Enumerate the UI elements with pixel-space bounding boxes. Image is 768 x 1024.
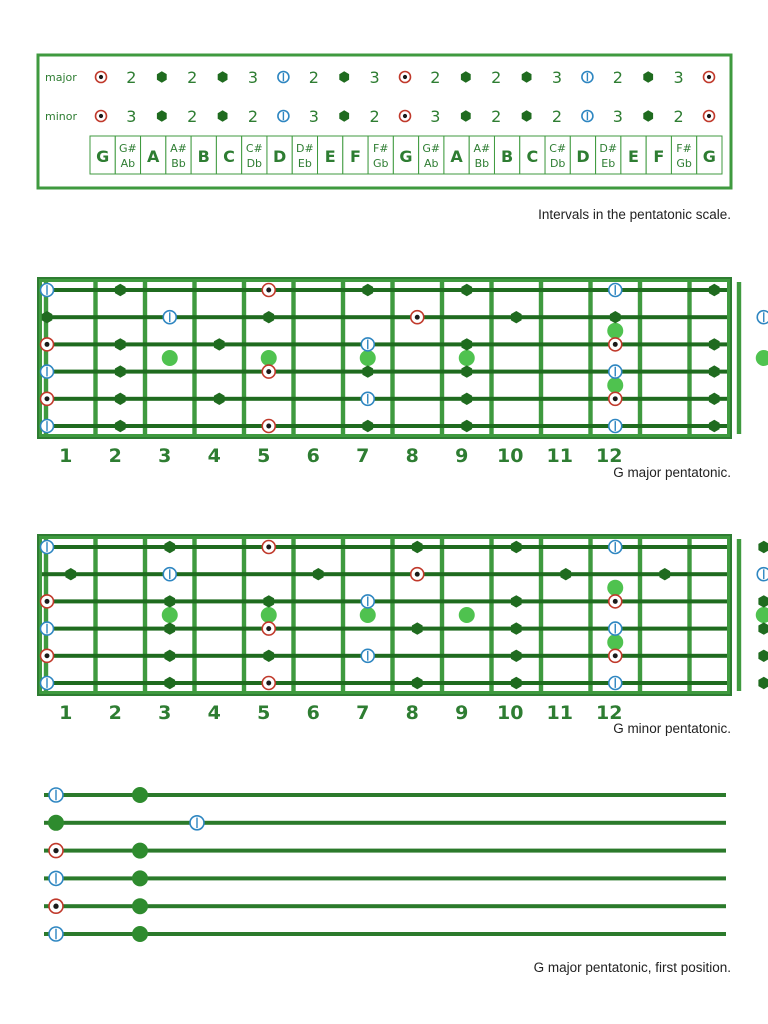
fret-number: 11 (546, 702, 573, 724)
root-center-dot (53, 904, 58, 909)
string-line (42, 370, 727, 374)
note-flat-label: Gb (372, 157, 389, 170)
note-cell (646, 136, 671, 174)
note-natural-label: D (576, 147, 590, 166)
note-dot (132, 787, 148, 803)
fret-number: 2 (108, 445, 122, 467)
note-natural-label: C (223, 147, 235, 166)
third-marker (757, 568, 768, 581)
fret-wire (341, 539, 345, 691)
root-center-dot (45, 653, 50, 658)
note-dot (132, 898, 148, 914)
root-center-dot (613, 599, 618, 604)
fret-wire (440, 282, 444, 434)
interval-step-label: 2 (187, 107, 198, 126)
root-center-dot (45, 599, 50, 604)
fret-inlay-dot (360, 607, 376, 623)
note-cell (545, 136, 570, 174)
fret-number: 6 (306, 702, 320, 724)
root-center-dot (613, 342, 618, 347)
fret-number: 8 (405, 702, 419, 724)
note-natural-label: G (702, 147, 716, 166)
note-cell (242, 136, 267, 174)
note-cell (444, 136, 469, 174)
note-cell (368, 136, 393, 174)
string-line (42, 654, 727, 658)
fret-wire (489, 282, 493, 434)
root-center-dot (45, 342, 50, 347)
fret-wire (638, 539, 642, 691)
string-line (42, 397, 727, 401)
string-line (42, 288, 727, 292)
hexagon-marker (758, 595, 768, 607)
fret-number: 10 (497, 702, 524, 724)
note-flat-label: Bb (171, 157, 186, 170)
fret-wire (737, 539, 741, 691)
root-center-dot (707, 114, 711, 118)
note-cell (494, 136, 519, 174)
fret-wire (737, 282, 741, 434)
root-center-dot (266, 424, 271, 429)
fret-wire (539, 282, 543, 434)
root-center-dot (613, 653, 618, 658)
root-center-dot (266, 288, 271, 293)
root-center-dot (266, 681, 271, 686)
note-dot (132, 870, 148, 886)
interval-step-label: 2 (369, 107, 380, 126)
note-flat-label: Db (549, 157, 566, 170)
first-position-caption: G major pentatonic, first position. (533, 960, 731, 975)
note-cell (671, 136, 696, 174)
fret-inlay-dot (261, 350, 277, 366)
note-dot (132, 843, 148, 859)
root-center-dot (99, 114, 103, 118)
note-flat-label: Eb (297, 157, 312, 170)
fret-number: 7 (356, 445, 370, 467)
fret-number: 12 (596, 445, 623, 467)
string-line (42, 599, 727, 603)
fret-inlay-dot (607, 580, 623, 596)
fret-wire (192, 539, 196, 691)
root-center-dot (707, 75, 711, 79)
fret-wire (687, 282, 691, 434)
note-flat-label: Bb (474, 157, 490, 170)
note-cell (292, 136, 317, 174)
fret-wire (588, 539, 592, 691)
note-sharp-label: F# (372, 142, 389, 155)
fret-wire (638, 282, 642, 434)
fret-wire (687, 539, 691, 691)
note-natural-label: G (96, 147, 110, 166)
fret-number: 6 (306, 445, 320, 467)
note-natural-label: G (399, 147, 413, 166)
note-cell (343, 136, 368, 174)
root-center-dot (99, 75, 103, 79)
fret-wire (192, 282, 196, 434)
note-natural-label: B (501, 147, 514, 166)
fret-wire (390, 539, 394, 691)
hexagon-marker (758, 650, 768, 662)
root-center-dot (415, 315, 420, 320)
note-cell (621, 136, 646, 174)
interval-step-label: 3 (673, 68, 684, 87)
note-cell (570, 136, 595, 174)
major-fretboard (0, 270, 768, 470)
fret-inlay-dot (261, 607, 277, 623)
interval-step-label: 2 (673, 107, 684, 126)
fret-number: 2 (108, 702, 122, 724)
fret-inlay-dot (459, 350, 475, 366)
major-caption: G major pentatonic. (613, 465, 731, 480)
interval-step-label: 3 (430, 107, 441, 126)
major-row-label: major (45, 71, 77, 84)
fret-wire (242, 539, 246, 691)
note-cell (520, 136, 545, 174)
fret-number: 5 (257, 445, 271, 467)
fret-inlay-dot (162, 607, 178, 623)
note-dot (132, 926, 148, 942)
fret-wire (489, 539, 493, 691)
interval-step-label: 3 (126, 107, 137, 126)
fret-wire (44, 282, 48, 434)
root-center-dot (403, 114, 407, 118)
root-center-dot (266, 369, 271, 374)
fret-wire (588, 282, 592, 434)
note-flat-label: Ab (120, 157, 136, 170)
fret-wire (93, 539, 97, 691)
root-center-dot (45, 396, 50, 401)
note-sharp-label: D# (599, 142, 618, 155)
fret-wire (440, 539, 444, 691)
interval-step-label: 3 (551, 68, 563, 87)
minor-fretboard (0, 527, 768, 727)
note-cell (318, 136, 343, 174)
note-cell (141, 136, 166, 174)
note-dot (48, 815, 64, 831)
note-cell (216, 136, 241, 174)
note-cell (267, 136, 292, 174)
fret-wire (341, 282, 345, 434)
fret-number: 10 (497, 445, 524, 467)
note-flat-label: Db (246, 157, 263, 170)
fret-wire (143, 539, 147, 691)
note-natural-label: F (349, 147, 361, 166)
note-cell (596, 136, 621, 174)
note-sharp-label: C# (549, 142, 567, 155)
fret-inlay-dot (607, 634, 623, 650)
string-line (42, 342, 727, 346)
fret-wire (44, 539, 48, 691)
fret-wire (390, 282, 394, 434)
fret-inlay-dot (360, 350, 376, 366)
note-natural-label: E (324, 147, 336, 166)
interval-step-label: 2 (126, 68, 137, 87)
fret-number: 8 (405, 445, 419, 467)
note-natural-label: F (653, 147, 665, 166)
interval-chart (0, 0, 768, 200)
string-line (42, 424, 727, 428)
note-cell (191, 136, 216, 174)
fret-inlay-dot (756, 350, 768, 366)
note-cell (115, 136, 140, 174)
note-sharp-label: A# (170, 142, 187, 155)
root-center-dot (613, 396, 618, 401)
root-center-dot (53, 848, 58, 853)
interval-step-label: 2 (491, 107, 502, 126)
interval-step-label: 3 (369, 68, 380, 87)
interval-step-label: 2 (612, 68, 623, 87)
fret-wire (291, 282, 295, 434)
fret-number: 9 (455, 702, 469, 724)
string-line (42, 545, 727, 549)
note-cell (166, 136, 191, 174)
fret-inlay-dot (607, 377, 623, 393)
third-marker (757, 311, 768, 324)
string-line (44, 821, 726, 825)
note-natural-label: E (628, 147, 639, 166)
root-center-dot (266, 626, 271, 631)
string-line (42, 627, 727, 631)
fret-number: 5 (257, 702, 271, 724)
hexagon-marker (758, 677, 768, 689)
note-cell (697, 136, 722, 174)
interval-step-label: 2 (491, 68, 502, 87)
note-natural-label: C (526, 147, 539, 166)
fret-number: 9 (455, 445, 469, 467)
note-cells (90, 136, 722, 174)
minor-row-label: minor (45, 110, 77, 123)
first-position-diagram (0, 775, 768, 950)
interval-step-label: 3 (247, 68, 259, 87)
interval-step-label: 2 (247, 107, 259, 126)
interval-step-label: 2 (187, 68, 198, 87)
fret-number: 12 (596, 702, 623, 724)
fret-inlay-dot (756, 607, 768, 623)
fret-number: 3 (158, 445, 172, 467)
hexagon-marker (758, 541, 768, 553)
note-sharp-label: C# (245, 142, 263, 155)
note-flat-label: Ab (424, 157, 439, 170)
interval-step-label: 2 (308, 68, 319, 87)
interval-step-label: 3 (308, 107, 319, 126)
note-natural-label: A (147, 147, 160, 166)
fret-wire (93, 282, 97, 434)
fret-inlay-dot (607, 323, 623, 339)
note-natural-label: B (197, 147, 210, 166)
note-cell (393, 136, 418, 174)
fret-number: 4 (207, 702, 221, 724)
root-center-dot (403, 75, 407, 79)
fret-inlay-dot (459, 607, 475, 623)
string-line (42, 315, 727, 319)
root-center-dot (415, 572, 420, 577)
note-natural-label: A (450, 147, 463, 166)
string-line (42, 681, 727, 685)
note-sharp-label: G# (422, 142, 441, 155)
note-cell (90, 136, 115, 174)
root-center-dot (266, 545, 271, 550)
note-flat-label: Gb (676, 157, 692, 170)
note-natural-label: D (272, 147, 287, 166)
note-sharp-label: F# (676, 142, 692, 155)
fret-number: 3 (158, 702, 172, 724)
fret-inlay-dot (162, 350, 178, 366)
note-sharp-label: A# (473, 142, 491, 155)
interval-step-label: 2 (430, 68, 441, 87)
intervals-caption: Intervals in the pentatonic scale. (538, 207, 731, 222)
string-line (42, 572, 727, 576)
fret-wire (539, 539, 543, 691)
fret-wire (242, 282, 246, 434)
interval-step-label: 2 (551, 107, 563, 126)
note-cell (419, 136, 444, 174)
interval-step-label: 3 (612, 107, 623, 126)
fret-number: 1 (59, 445, 73, 467)
note-cell (469, 136, 494, 174)
note-sharp-label: G# (119, 142, 137, 155)
fret-number: 7 (356, 702, 370, 724)
note-flat-label: Eb (601, 157, 616, 170)
fret-number: 1 (59, 702, 73, 724)
fret-wire (143, 282, 147, 434)
note-sharp-label: D# (296, 142, 314, 155)
fret-number: 11 (546, 445, 573, 467)
fret-wire (291, 539, 295, 691)
hexagon-marker (758, 622, 768, 634)
fret-number: 4 (207, 445, 221, 467)
minor-caption: G minor pentatonic. (613, 721, 731, 736)
